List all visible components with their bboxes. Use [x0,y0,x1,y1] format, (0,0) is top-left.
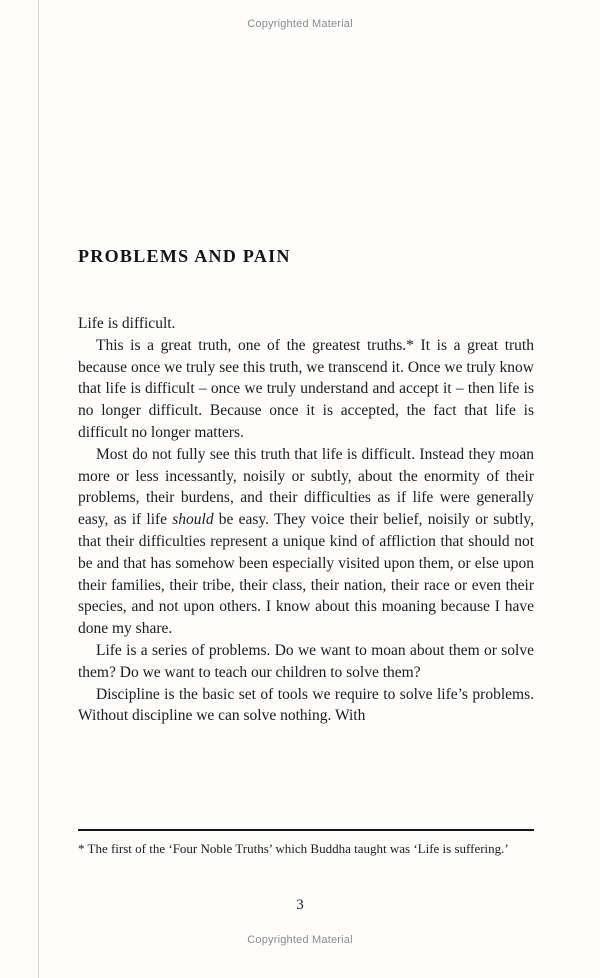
text-segment: Life is a series of problems. Do we want to moan about them or solve them? Do we want to teach our children to solve them? [78,641,534,681]
paragraph [78,444,534,640]
body-text [78,313,534,727]
chapter-title: PROBLEMS AND PAIN [78,246,291,266]
paragraph [78,335,534,444]
text-segment: Life is difficult. [78,315,176,332]
copyright-notice-top: Copyrighted Material [247,18,353,30]
italic-text-segment: should [172,511,214,529]
paragraph [78,684,534,728]
paragraph [78,640,534,684]
page-number: 3 [296,897,304,913]
text-segment: Most do not fully see this truth that life is difficult. Instead they moan more or less incessantly, noisily or subtly, about the enormity of their problems, their burdens, and their difficulties as if life were generally easy, as if life [78,445,534,529]
paragraph [78,313,534,335]
text-segment: Discipline is the basic set of tools we require to solve life’s problems. Without discipline we can solve nothing. With [78,685,534,725]
text-segment: be easy. They voice their belief, noisily or subtly, that their difficulties represent a unique kind of affliction that should not be and that has somehow been especially visited upon them, or else upon their families, their tribe, their class, their nation, their race or even their species, and not upon others. I know about this moaning because I have done my share. [78,511,534,638]
footnote-divider [78,829,534,831]
footnote-text: * The first of the ‘Four Noble Truths’ which Buddha taught was ‘Life is suffering.’ [78,841,509,856]
text-segment: This is a great truth, one of the greatest truths.* It is a great truth because once we truly see this truth, we transcend it. Once we truly know that life is difficult – once we truly understand and accept it – then life is no longer difficult. Because once it is accepted, the fact that life is difficult no longer matters. [78,336,534,441]
copyright-notice-bottom: Copyrighted Material [247,934,353,946]
page-scan-edge-line [38,0,39,978]
